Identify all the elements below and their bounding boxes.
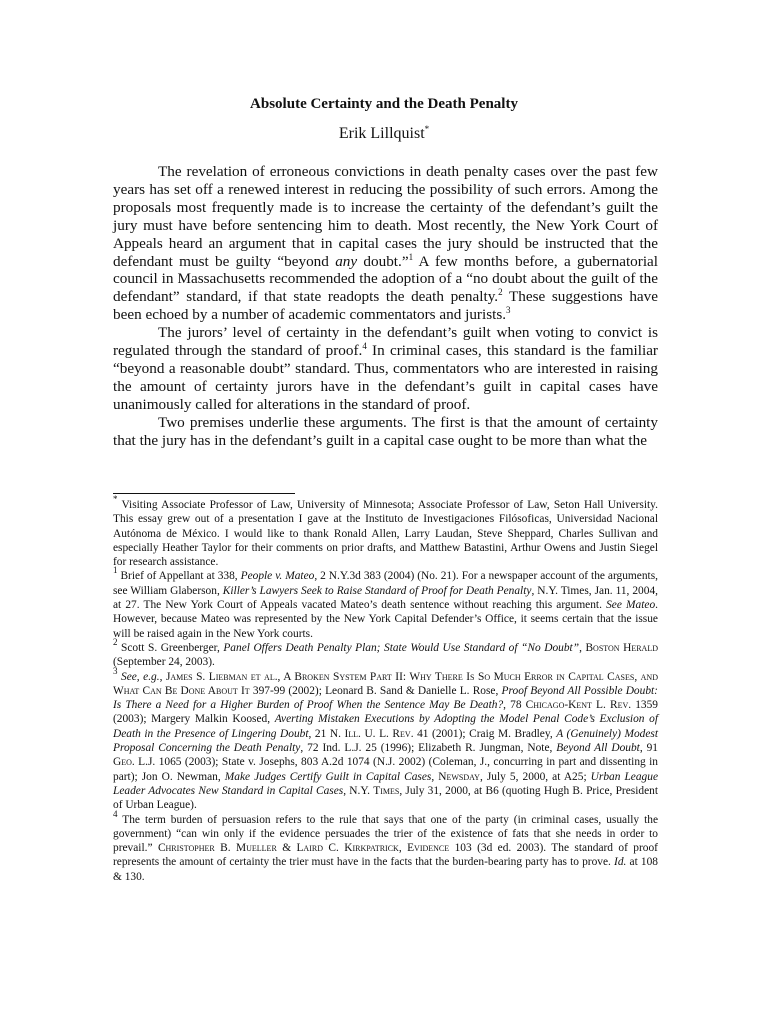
article-title: Panel Offers Death Penalty Plan; State Would Use Standard of “No Doubt” [223, 641, 580, 654]
footnote-text: , N.Y. [343, 784, 374, 797]
footnote-text: Scott S. Greenberger, [117, 641, 224, 654]
footnote-text: , [159, 670, 166, 683]
article-title: A (Genuinely) Modest Proposal Concerning the Death Penalty [113, 727, 658, 755]
article-title: Urban League Leader Advocates New Standard in Capital Cases [113, 770, 659, 797]
footnote-ref-star[interactable]: * [424, 124, 430, 134]
footnote-text: (September 24, 2003). [113, 656, 215, 669]
footnote-ref-3[interactable]: 3 [506, 305, 511, 316]
footnote-ref-2[interactable]: 2 [498, 287, 503, 298]
article-title: Make Judges Certify Guilt in Capital Cases [224, 770, 432, 783]
source-name: Boston Herald [585, 641, 659, 654]
journal-name: Geo. L.J. [113, 756, 156, 769]
emphasis-text: any [335, 252, 358, 270]
footnote-text: Brief of Appellant at 338, [117, 570, 241, 583]
signal-text: See Mateo [606, 599, 656, 612]
journal-name: N. Ill. U. L. Rev. [329, 727, 414, 740]
footnote-text: 397-99 (2002); Leonard B. Sand & Danielle L. Rose, [249, 684, 502, 697]
body-text [113, 163, 658, 450]
footnote-mark: * [113, 494, 118, 504]
body-paragraph-1 [113, 163, 658, 324]
signal-text: Id. [614, 856, 627, 869]
footnote-mark: 4 [113, 808, 118, 819]
footnote-3 [113, 665, 659, 813]
source-name: Newsday [438, 770, 480, 783]
footnote-mark: 1 [113, 565, 118, 576]
footnote-separator [113, 493, 295, 494]
footnote-text: , 78 [503, 699, 526, 712]
case-name: People v. Mateo [240, 570, 315, 583]
title-text: Absolute Certainty and the Death Penalty [250, 96, 518, 112]
body-paragraph-3 [113, 414, 658, 450]
author-line [0, 125, 768, 143]
article-title: Beyond All Doubt [556, 742, 640, 755]
article-title: Proof Beyond All Possible Doubt: Is There a Need for a Higher Burden of Proof When the Sentence May Be Death? [113, 684, 658, 712]
book-title: Christopher B. Mueller & Laird C. Kirkpatrick, Evidence [157, 842, 450, 855]
footnote-text: , 21 [308, 727, 330, 740]
footnote-text: , July 31, 2000, at B6 (quoting Hugh B. Price, President of Urban League). [113, 784, 658, 812]
footnote-text: , [431, 770, 439, 783]
paragraph-text: Two premises underlie these arguments. The first is that the amount of certainty that the jury has in the defendant’s guilt in a capital case ought to be more than what the [113, 413, 658, 449]
footnote-4 [113, 808, 658, 884]
footnote-text: 1065 (2003); State v. Josephs, 803 A.2d 1074 (N.J. 2002) (Coleman, J., concurring in part and dissenting in part); Jon O. Newman, [113, 756, 659, 783]
footnote-text: , July 5, 2000, at A25; [479, 770, 591, 783]
paragraph-text: The jurors’ level of certainty in the defendant’s guilt when voting to convict is regulated through the standard of proof. [113, 324, 658, 360]
paragraph-text: In criminal cases, this standard is the familiar “beyond a reasonable doubt” standard. Thus, commentators who are interested in raising the amount of certainty jurors have in the defendant’s guilt in capital cases have unanimously called for alterations in the standard of proof. [113, 342, 658, 413]
footnote-2 [113, 636, 659, 670]
footnote-text: at 108 & 130. [113, 856, 658, 883]
footnote-mark: 2 [113, 636, 118, 647]
footnote-text: 103 (3d ed. 2003). The standard of proof represents the amount of certainty the trier must have in the facts that the burden-bearing party has to prove. [113, 842, 658, 869]
paragraph-text: A few months before, a gubernatorial council in Massachusetts recommended the adoption of a “no doubt about the guilt of the defendant” standard, if that state readopts the death penalty. [113, 252, 658, 306]
footnote-text: The term burden of persuasion refers to the rule that says that one of the party (in criminal cases, usually the government) “can win only if the evidence persuades the trier of the existence of fats that she needs in order to prevail.” [113, 813, 658, 855]
footnote-star [113, 494, 658, 569]
signal-text: See, e.g. [117, 670, 160, 683]
footnote-text: , N.Y. Times, Jan. 11, 2004, at 27. The New York Court of Appeals vacated Mateo’s death sentence without reaching this argument. [113, 584, 658, 612]
footnote-text: , 91 [639, 742, 658, 755]
footnote-1 [113, 565, 658, 640]
footnote-text: , 2 N.Y.3d 383 (2004) (No. 21). For a newspaper account of the arguments, see William Glaberson, [113, 570, 658, 597]
footnote-text: , 72 Ind. L.J. 25 (1996); Elizabeth R. Jungman, Note, [300, 742, 557, 755]
footnote-mark: 3 [113, 665, 118, 676]
footnote-text: 41 (2001); Craig M. Bradley, [413, 727, 557, 740]
footnote-text: 1359 (2003); Margery Malkin Koosed, [113, 699, 658, 726]
footnote-text: . However, because Mateo was represented by the New York Capital Defender’s Office, it seems certain that the issue will be raised again in the New York courts. [113, 599, 658, 640]
journal-name: Chicago-Kent L. Rev. [525, 699, 632, 712]
footnote-ref-1[interactable]: 1 [408, 251, 414, 262]
article-title: Killer’s Lawyers Seek to Raise Standard of Proof for Death Penalty [222, 584, 532, 597]
article-title: Averting Mistaken Executions by Adopting the Model Penal Code’s Exclusion of Death in the Presence of Lingering Doubt [113, 713, 658, 740]
author-name: Erik Lillquist [338, 125, 425, 142]
footnote-ref-4[interactable]: 4 [362, 341, 367, 352]
paragraph-text: The revelation of erroneous convictions in death penalty cases over the past few years has set off a renewed interest in reducing the possibility of such errors. Among the proposals most frequently made is to increase the certainty of the defendant’s guilt the jury must have before sentencing him to death. Most recently, the New York Court of Appeals heard an argument that in capital cases the jury should be instructed that the defendant must be guilty “beyond [113, 163, 658, 270]
footnotes-section [113, 494, 659, 884]
source-name: Times [373, 784, 400, 797]
body-paragraph-2 [113, 324, 658, 414]
paragraph-text: These suggestions have been echoed by a number of academic commentators and jurists. [113, 288, 659, 324]
document-title [0, 95, 768, 113]
footnote-text: , [579, 641, 586, 654]
book-title: James S. Liebman et al., A Broken System Part II: Why There Is So Much Error in Capital Cases, and What Can Be Done About It [113, 670, 658, 697]
footnote-text: Visiting Associate Professor of Law, University of Minnesota; Associate Professor of Law, Seton Hall University. This essay grew out of a presentation I gave at the Instituto de Investigaciones Filósoficas, Universidad Nacional Autónoma de México. I would like to thank Ronald Allen, Larry Laudan, Steve Sheppard, Charles Sullivan and especially Heather Taylor for their comments on prior drafts, and Matthew Batastini, Arthur Owens and Justin Siegel for research assistance. [113, 499, 658, 569]
paragraph-text: doubt.” [357, 252, 409, 270]
